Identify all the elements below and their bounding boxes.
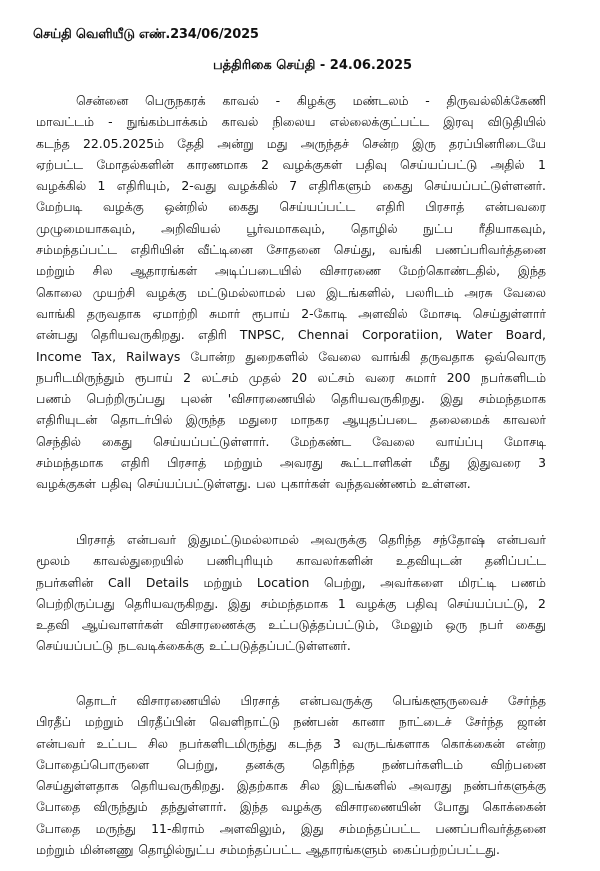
word: வாங்கி xyxy=(370,348,411,364)
text-line xyxy=(36,346,546,367)
word: Tax, xyxy=(91,348,117,364)
word: Water xyxy=(455,327,493,343)
word: மது xyxy=(266,135,288,151)
word: பெற்றிருப்பது xyxy=(86,391,166,407)
word: ஆயுதப்படை xyxy=(342,412,417,428)
word: சம்மந்தமாக xyxy=(36,455,104,471)
word: பதிவு xyxy=(355,156,387,172)
word: அவரது xyxy=(280,455,323,471)
text-line xyxy=(36,452,546,473)
word: கைது xyxy=(101,433,133,449)
text-line xyxy=(36,324,546,345)
word: சில xyxy=(147,735,168,751)
word: காவல்துறையில் xyxy=(93,553,184,569)
word: சென்ற xyxy=(362,135,400,151)
word: காவல் xyxy=(222,93,259,108)
word: மோதல்களின் xyxy=(96,156,174,172)
text-line xyxy=(36,409,546,430)
word: ஏமாற்றி xyxy=(152,305,198,321)
text-line xyxy=(36,133,546,154)
word: ஏற்பட்ட xyxy=(36,156,84,172)
word: கிழக்கு xyxy=(296,93,336,108)
text-line xyxy=(36,367,546,388)
word: நபரிடமிருந்தும் xyxy=(36,369,125,385)
word: இது xyxy=(228,595,251,611)
word: அவர்களை xyxy=(380,574,444,590)
word: சுமார் xyxy=(209,305,241,321)
word: வந்தவண்ணம் xyxy=(334,476,417,492)
word: பெங்களூருவைச் xyxy=(392,693,488,708)
word: கொக்கைன் xyxy=(482,799,546,815)
word: தொழில் xyxy=(350,220,398,236)
word: மட்டுமல்லாமல் xyxy=(197,284,286,300)
word: என்பவர் xyxy=(496,532,546,547)
word: பிரதீப்பின் xyxy=(137,714,196,730)
word: போது xyxy=(433,799,470,815)
word: பதிவு xyxy=(100,476,133,492)
word: மோசடி xyxy=(419,305,462,321)
word: நண்பன் xyxy=(293,714,339,730)
word: கைது xyxy=(228,199,259,215)
word: Details xyxy=(145,574,189,590)
word: மற்றும் xyxy=(36,842,75,858)
word: ரீதியாகவும், xyxy=(478,220,546,236)
word: மிரட்டி xyxy=(457,574,497,590)
word: விசாரணையின் xyxy=(334,799,421,815)
word: பணப்பரிவர்த்தனை xyxy=(435,242,546,258)
word: பூர்வமாகவும், xyxy=(246,220,326,236)
text-line xyxy=(36,529,546,550)
word: செந்தில் xyxy=(36,433,81,449)
word: முயற்சி xyxy=(92,284,136,300)
word: சென்னை xyxy=(76,93,129,108)
word: இடங்களில், xyxy=(326,284,395,300)
word: நபர் xyxy=(479,617,504,633)
word: கொக்கைன் xyxy=(440,735,505,751)
word: சுமார் xyxy=(405,369,437,385)
word: 22.05.2025ம் xyxy=(83,135,164,151)
word: 'விசாரணையில் xyxy=(227,391,316,407)
word: தலைமைக் xyxy=(430,412,490,428)
word: பணம் xyxy=(36,391,71,407)
word: தெரியவருகிறது. xyxy=(130,778,225,794)
word: 7 xyxy=(289,178,298,194)
word: மீது xyxy=(429,455,451,471)
word: பல xyxy=(256,476,276,492)
word: சந்தோஷ் xyxy=(432,532,485,547)
word: கைது xyxy=(382,178,413,194)
word: அரசு xyxy=(464,284,493,300)
word: ஜான் xyxy=(517,714,546,730)
word: அவருக்கு xyxy=(310,532,367,547)
word: 1 xyxy=(337,595,346,611)
text-line xyxy=(36,303,546,324)
word: மற்றும் xyxy=(223,455,263,471)
word: மற்றும் xyxy=(203,574,243,590)
word: உட்பட xyxy=(96,735,137,751)
word: என்பவர் xyxy=(36,735,86,751)
text-line xyxy=(36,111,546,132)
word: பிரசாத் xyxy=(167,455,207,471)
word: எதிரி xyxy=(197,327,227,343)
word: துறைகளில் xyxy=(245,348,309,364)
text-line xyxy=(36,614,546,635)
word: தெரியவருகிறது. xyxy=(90,327,185,343)
word: வாய்ப்பு xyxy=(435,433,484,449)
word: வங்கி xyxy=(389,242,422,258)
word: கடந்த xyxy=(287,735,322,751)
word: நண்பர்களிடம் xyxy=(382,756,464,772)
word: தனிப்பட்ட xyxy=(484,553,546,569)
word: இரு xyxy=(412,135,436,151)
text-line xyxy=(36,775,546,796)
word: ஆதாரங்களும் xyxy=(305,842,388,858)
word: - xyxy=(275,93,281,108)
word: சேர்ந்த xyxy=(507,693,546,708)
word: கொலை xyxy=(36,284,83,300)
word: மற்றும் xyxy=(36,263,75,279)
word: Chennai xyxy=(297,327,349,343)
text-line xyxy=(36,431,546,452)
word: அடிப்படையில் xyxy=(214,263,302,279)
word: தொழில்நுட்ப xyxy=(138,842,215,858)
word: வேலை xyxy=(503,284,546,300)
word: சம்மந்தப்பட்ட xyxy=(219,842,301,858)
word: பதிவு xyxy=(406,595,438,611)
word: இடங்களில் xyxy=(332,778,397,794)
word: ரூபாய் xyxy=(251,305,290,321)
word: நபர்களிடமிருந்து xyxy=(179,735,277,751)
word: வேலை xyxy=(318,348,361,364)
word: மேற்கொண்டதில், xyxy=(398,263,501,279)
text-line xyxy=(36,593,546,614)
word: செய்துள்ளார் xyxy=(472,305,546,321)
word: வழக்குகள் xyxy=(36,476,96,492)
paragraph-2 xyxy=(36,529,546,657)
word: 2 xyxy=(261,156,270,172)
word: சேர்ந்த xyxy=(465,714,504,730)
word: ஒன்றில் xyxy=(164,199,208,215)
word: இது xyxy=(300,820,324,836)
word: மேலும் xyxy=(391,617,433,633)
word: பிரசாத் xyxy=(425,199,465,215)
word: விடுதியில் xyxy=(487,114,546,130)
word: எதிரியுடன் xyxy=(36,412,98,428)
word: காவலர்களின் xyxy=(296,553,373,569)
text-line xyxy=(36,282,546,303)
word: பெற்று, xyxy=(176,756,219,772)
word: கானா xyxy=(352,714,386,730)
word: என்பவரை xyxy=(485,199,546,215)
word: வெளிநாட்டு xyxy=(209,714,280,730)
word: செய்யப்பட்டுள்ளனர். xyxy=(424,178,546,194)
word: பணம் xyxy=(510,574,546,590)
word: வழக்கில் xyxy=(36,178,87,194)
word: சில xyxy=(92,263,113,279)
word: மூலம் xyxy=(36,553,70,569)
word: 2-வது xyxy=(181,178,217,194)
word: Income xyxy=(36,348,82,364)
word: விருந்தும் xyxy=(93,799,148,815)
word: 2-கோடி xyxy=(301,305,347,321)
word: எல்லைக்குட்பட்ட xyxy=(329,114,430,130)
word: கைப்பற்றப்பட்டது. xyxy=(392,842,500,858)
word: லட்சம் xyxy=(317,369,355,385)
word: செய்து, xyxy=(333,242,376,258)
word: உட்படுத்தப்பட்டும், xyxy=(268,617,379,633)
word: மருந்து xyxy=(95,820,136,836)
word: 200 xyxy=(446,369,471,385)
word: நண்பர்களுக்கு xyxy=(463,778,546,794)
word: தருவதாக xyxy=(86,305,141,321)
word: போன்ற xyxy=(190,348,236,364)
text-line xyxy=(36,239,546,260)
word: என்பவருக்கு xyxy=(299,693,373,708)
word: தெரியவருகிறது. xyxy=(124,595,219,611)
word: தந்துள்ளார். xyxy=(160,799,227,815)
word: தேதி xyxy=(177,135,205,151)
word: சில xyxy=(299,778,320,794)
word: வருடங்களாக xyxy=(352,735,430,751)
word: இரவு xyxy=(443,114,474,130)
word: 2 xyxy=(183,369,191,385)
text-line xyxy=(36,572,546,593)
word: அளவில் xyxy=(358,305,408,321)
word: சம்மந்தப்பட்ட xyxy=(339,820,421,836)
word: 20 xyxy=(291,369,308,385)
word: என்ற xyxy=(515,735,546,751)
word: அவரது xyxy=(408,778,452,794)
word: மதுரை xyxy=(238,412,278,428)
word: செய்யப்பட்டுள்ளார். xyxy=(153,433,270,449)
word: 3 xyxy=(333,735,341,751)
word: கூட்டாளிகள் xyxy=(340,455,412,471)
word: பணிபுரியும் xyxy=(206,553,274,569)
word: செய்யப்பட்டுள்ளது. xyxy=(137,476,252,492)
text-line xyxy=(36,388,546,409)
word: மேற்கண்ட xyxy=(290,433,352,449)
word: இதுமட்டுமல்லாமல் xyxy=(187,532,299,547)
word: என்பவர் xyxy=(126,532,177,547)
text-line xyxy=(36,90,546,111)
word: விசாரணையில் xyxy=(136,693,221,708)
word: 1 xyxy=(538,156,546,172)
text-line xyxy=(36,154,546,175)
word: வரை xyxy=(364,369,395,385)
word: விசாரணைக்கு xyxy=(175,617,256,633)
word: Board, xyxy=(505,327,546,343)
word: தெரிந்த xyxy=(312,756,355,772)
word: பெற்றிருப்பது xyxy=(36,595,115,611)
text-line xyxy=(36,635,546,656)
word: - xyxy=(108,114,113,130)
word: அன்று xyxy=(217,135,254,151)
word: கைது xyxy=(515,617,546,633)
word: செய்யப்பட்டு xyxy=(400,156,478,172)
word: வழக்கு xyxy=(102,199,144,215)
word: வழக்கு xyxy=(355,595,397,611)
word: காரணமாக xyxy=(186,156,248,172)
word: நடவடிக்கைக்கு xyxy=(118,638,205,654)
word: செய்யப்பட்டு, xyxy=(447,595,529,611)
word: செய்யப்பட்ட xyxy=(279,199,356,215)
word: சம்மந்தமாக xyxy=(478,391,546,407)
word: சோதனை xyxy=(266,242,321,258)
word: இதற்காக xyxy=(236,778,288,794)
word: சம்மந்தப்பட்ட xyxy=(36,242,117,258)
word: பிரதீப் xyxy=(36,714,71,730)
word: நிலைய xyxy=(272,114,316,130)
word: 1 xyxy=(97,178,106,194)
word: முழுமையாகவும், xyxy=(36,220,136,236)
word: லட்சம் xyxy=(201,369,239,385)
word: மாநகர xyxy=(290,412,330,428)
word: நாட்டைச் xyxy=(398,714,452,730)
word: பிரசாத் xyxy=(240,693,280,708)
word: போதை xyxy=(36,799,81,815)
text-line xyxy=(36,839,546,860)
word: மற்றும் xyxy=(84,714,124,730)
word: வழக்குகள் xyxy=(282,156,343,172)
text-line xyxy=(36,733,546,754)
word: எதிரியின் xyxy=(130,242,184,258)
word: ஒரு xyxy=(445,617,468,633)
word: வேலை xyxy=(372,433,415,449)
word: இந்த xyxy=(239,799,268,815)
word: மண்டலம் xyxy=(352,93,409,108)
text-line xyxy=(36,818,546,839)
word: புலன் xyxy=(180,391,213,407)
word: ஆய்வாளர்கள் xyxy=(81,617,164,633)
word: Corporatiion, xyxy=(361,327,443,343)
paragraph-1 xyxy=(36,90,546,495)
text-line xyxy=(36,796,546,817)
word: தருவதாக xyxy=(420,348,475,364)
text-line xyxy=(36,473,546,494)
word: Location xyxy=(256,574,310,590)
word: செய்துள்ளதாக xyxy=(36,778,119,794)
word: தொடர் xyxy=(76,693,117,708)
word: செய்யப்பட்டு xyxy=(36,638,114,654)
press-title: பத்திரிகை செய்தி - 24.06.2025 xyxy=(212,58,413,73)
text-line xyxy=(36,550,546,571)
word: தெரியவருகிறது. xyxy=(331,391,425,407)
word: 11-கிராம் xyxy=(151,820,205,836)
release-number: செய்தி வெளியீடு எண்.234/06/2025 xyxy=(33,27,259,42)
word: பணப்பரிவர்த்தனை xyxy=(435,820,546,836)
word: அருந்தச் xyxy=(300,135,349,151)
word: புகார்கள் xyxy=(280,476,330,492)
word: நுங்கம்பாக்கம் xyxy=(126,114,208,130)
word: Railways xyxy=(126,348,181,364)
word: இது xyxy=(440,391,464,407)
word: காவலர் xyxy=(502,412,546,428)
word: அறிவியல் xyxy=(161,220,221,236)
word: எதிரிகளும் xyxy=(308,178,372,194)
word: காவல் xyxy=(221,114,259,130)
word: பல xyxy=(296,284,316,300)
word: விற்பனை xyxy=(490,756,546,772)
text-line xyxy=(36,196,546,217)
text-line xyxy=(36,690,546,711)
word: அதில் xyxy=(490,156,525,172)
word: இந்த xyxy=(517,263,546,279)
word: உட்படுத்தப்பட்டுள்ளனர். xyxy=(209,638,351,654)
word: நபர்களிடம் xyxy=(480,369,546,385)
word: 2 xyxy=(538,595,546,611)
word: பெற்று, xyxy=(323,574,366,590)
paragraph-3 xyxy=(36,690,546,860)
word: வீட்டினை xyxy=(197,242,253,258)
word: அளவிலும், xyxy=(219,820,286,836)
word: TNPSC, xyxy=(239,327,285,343)
word: என்பது xyxy=(36,327,78,343)
word: ஆதாரங்கள் xyxy=(130,263,198,279)
word: வழக்கு xyxy=(145,284,187,300)
word: - xyxy=(425,93,430,108)
word: போதைப்பொருளை xyxy=(36,756,150,772)
word: தெரிந்த xyxy=(378,532,422,547)
word: தரப்பினரிடையே xyxy=(449,135,546,151)
text-line xyxy=(36,754,546,775)
word: திருவல்லிக்கேணி xyxy=(446,93,546,108)
word: இருந்த xyxy=(185,412,226,428)
word: பிரசாத் xyxy=(76,532,116,547)
word: எதிரி xyxy=(120,455,150,471)
word: உதவி xyxy=(36,617,70,633)
word: தனக்கு xyxy=(245,756,285,772)
word: சம்மந்தமாக xyxy=(260,595,328,611)
word: கடந்த xyxy=(36,135,70,151)
word: உள்ளன. xyxy=(421,476,471,492)
word: மாவட்டம் xyxy=(36,114,94,130)
word: போதை xyxy=(36,820,81,836)
word: மோசடி xyxy=(503,433,546,449)
word: Call xyxy=(107,574,132,590)
word: ஒவ்வொரு xyxy=(484,348,546,364)
text-line xyxy=(36,711,546,732)
word: தொடர்பில் xyxy=(110,412,173,428)
word: 3 xyxy=(538,455,546,471)
word: நுட்ப xyxy=(423,220,453,236)
word: ரூபாய் xyxy=(134,369,173,385)
text-line xyxy=(36,175,546,196)
text-line xyxy=(36,218,546,239)
word: பெருநகரக் xyxy=(145,93,206,108)
word: எதிரி xyxy=(375,199,405,215)
word: மின்னணு xyxy=(79,842,134,858)
word: விசாரணை xyxy=(319,263,381,279)
word: உதவியுடன் xyxy=(395,553,462,569)
word: இதுவரை xyxy=(467,455,521,471)
word: பலரிடம் xyxy=(405,284,454,300)
word: வாங்கி xyxy=(36,305,76,321)
word: மேற்படி xyxy=(36,199,83,215)
word: வழக்கில் xyxy=(227,178,278,194)
text-line xyxy=(36,260,546,281)
word: வழக்கு xyxy=(281,799,322,815)
word: நபர்களின் xyxy=(36,574,94,590)
word: முதல் xyxy=(248,369,281,385)
word: எதிரியும், xyxy=(116,178,171,194)
